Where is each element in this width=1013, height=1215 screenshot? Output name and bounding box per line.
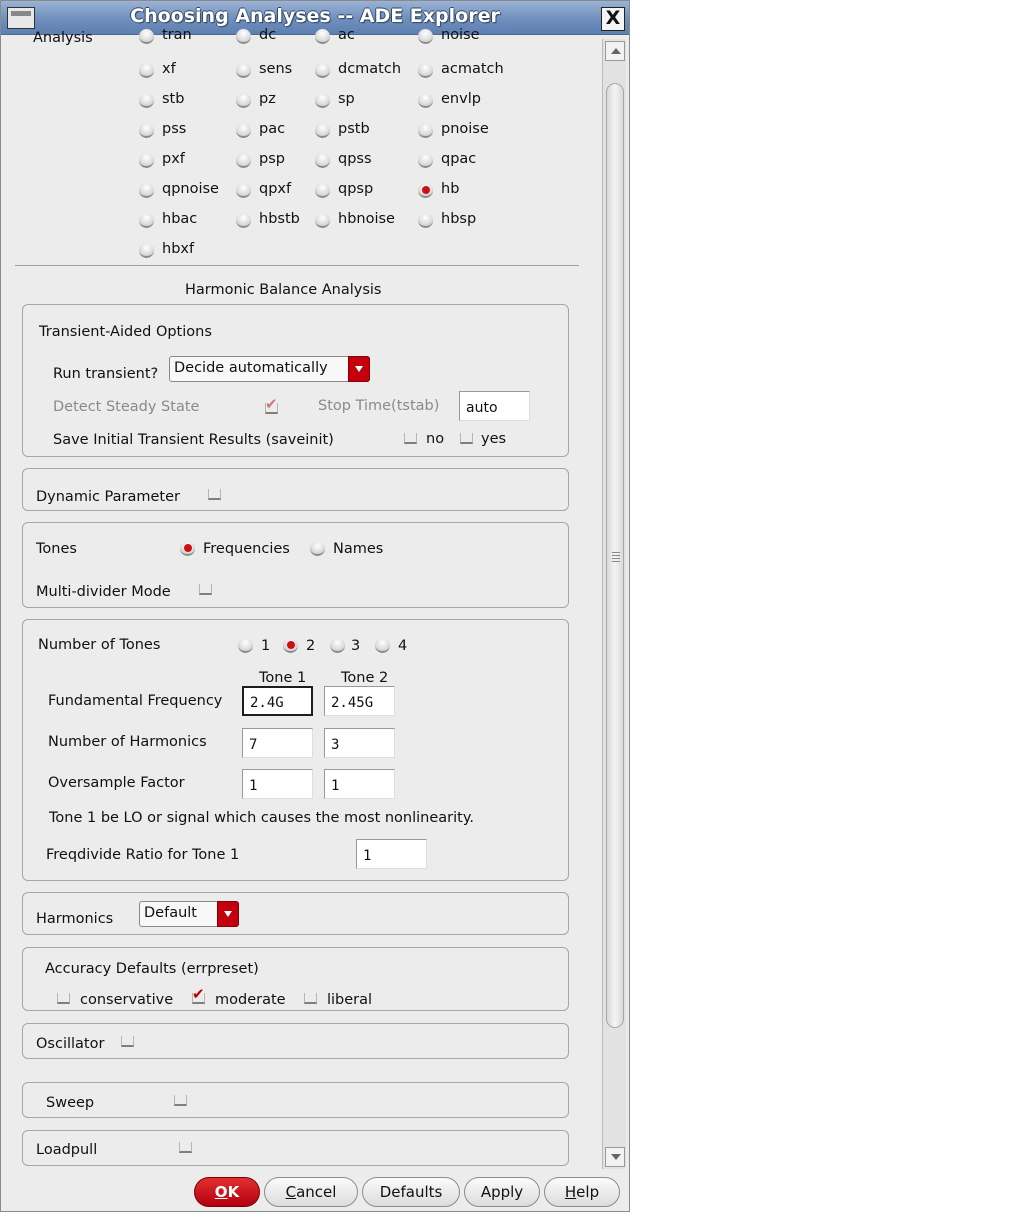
- chevron-down-icon: [348, 356, 370, 382]
- divider: [15, 265, 579, 266]
- analysis-pac-radio[interactable]: [236, 123, 251, 138]
- freqdivide-label: Freqdivide Ratio for Tone 1: [46, 847, 240, 863]
- fundamental-frequency-tone1[interactable]: 2.4G: [242, 686, 313, 716]
- sweep-checkbox[interactable]: [174, 1095, 187, 1106]
- run-transient-label: Run transient?: [53, 366, 159, 382]
- analysis-qpac-label: qpac: [441, 151, 477, 167]
- detect-steady-state-label: Detect Steady State: [53, 399, 200, 415]
- analysis-sens-label: sens: [259, 61, 293, 77]
- analysis-sp-label: sp: [338, 91, 355, 107]
- title-bar[interactable]: [1, 1, 629, 35]
- conservative-checkbox[interactable]: [57, 993, 70, 1004]
- fundamental-frequency-label: Fundamental Frequency: [48, 693, 223, 709]
- scroll-thumb[interactable]: [606, 83, 624, 1028]
- save-yes-checkbox[interactable]: [460, 433, 473, 444]
- oversample-factor-label: Oversample Factor: [48, 775, 185, 791]
- chevron-down-icon: [217, 901, 239, 927]
- analysis-dcmatch-label: dcmatch: [338, 61, 402, 77]
- sweep-label: Sweep: [46, 1095, 95, 1111]
- analysis-hbstb-radio[interactable]: [236, 213, 251, 228]
- number-of-harmonics-tone2[interactable]: 3: [324, 728, 395, 758]
- loadpull-checkbox[interactable]: [179, 1142, 192, 1153]
- save-yes-label: yes: [481, 431, 507, 447]
- analysis-hb-label: hb: [441, 181, 460, 197]
- run-transient-combo[interactable]: [169, 356, 370, 382]
- analysis-qpxf-radio[interactable]: [236, 183, 251, 198]
- analysis-hbac-label: hbac: [162, 211, 198, 227]
- names-label: Names: [333, 541, 384, 557]
- analysis-label: Analysis: [33, 30, 93, 46]
- moderate-label: moderate: [215, 992, 286, 1008]
- moderate-checkbox[interactable]: [192, 993, 205, 1004]
- oversample-factor-tone2[interactable]: 1: [324, 769, 395, 799]
- conservative-label: conservative: [80, 992, 174, 1008]
- tone2-header: Tone 2: [341, 670, 389, 686]
- tones-2-label: 2: [306, 638, 316, 654]
- accuracy-title: Accuracy Defaults (errpreset): [45, 961, 259, 977]
- analysis-pac-label: pac: [259, 121, 286, 137]
- tones-3-label: 3: [351, 638, 361, 654]
- close-icon[interactable]: X: [601, 7, 625, 31]
- button-bar: [1, 1173, 629, 1211]
- analysis-pz-radio[interactable]: [236, 93, 251, 108]
- analysis-pxf-radio[interactable]: [139, 153, 154, 168]
- section-title: Harmonic Balance Analysis: [185, 282, 382, 298]
- analysis-sens-radio[interactable]: [236, 63, 251, 78]
- multidivider-checkbox[interactable]: [199, 584, 212, 595]
- analysis-qpsp-label: qpsp: [338, 181, 374, 197]
- analysis-hbstb-label: hbstb: [259, 211, 300, 227]
- analysis-dcmatch-radio[interactable]: [315, 63, 330, 78]
- frequencies-radio[interactable]: [180, 541, 195, 556]
- harmonics-label: Harmonics: [36, 911, 114, 927]
- fundamental-frequency-tone2[interactable]: 2.45G: [324, 686, 395, 716]
- analysis-hbac-radio[interactable]: [139, 213, 154, 228]
- analysis-envlp-radio[interactable]: [418, 93, 433, 108]
- analysis-xf-label: xf: [162, 61, 176, 77]
- analysis-pss-radio[interactable]: [139, 123, 154, 138]
- analysis-hbsp-label: hbsp: [441, 211, 477, 227]
- cancel-button[interactable]: Cancel: [264, 1177, 358, 1207]
- analysis-hb-radio[interactable]: [418, 183, 433, 198]
- scroll-up-icon[interactable]: [605, 41, 625, 61]
- loadpull-group: [22, 1130, 569, 1166]
- analysis-xf-radio[interactable]: [139, 63, 154, 78]
- oscillator-group: [22, 1023, 569, 1059]
- analysis-ac-radio[interactable]: [315, 29, 330, 44]
- analysis-psp-label: psp: [259, 151, 285, 167]
- analysis-envlp-label: envlp: [441, 91, 481, 107]
- harmonics-group: [22, 892, 569, 935]
- save-no-label: no: [426, 431, 445, 447]
- analysis-qpxf-label: qpxf: [259, 181, 292, 197]
- analysis-hbxf-label: hbxf: [162, 241, 195, 257]
- apply-button[interactable]: Apply: [464, 1177, 540, 1207]
- analysis-ac-label: ac: [338, 27, 355, 43]
- tones-3-radio[interactable]: [330, 638, 345, 653]
- analysis-dc-label: dc: [259, 27, 277, 43]
- number-of-harmonics-tone1[interactable]: 7: [242, 728, 313, 758]
- save-initial-label: Save Initial Transient Results (saveinit): [53, 432, 334, 448]
- scroll-content: [13, 27, 601, 1168]
- tones-4-label: 4: [398, 638, 408, 654]
- analysis-dc-radio[interactable]: [236, 29, 251, 44]
- vertical-scrollbar[interactable]: [602, 39, 626, 1169]
- analysis-qpsp-radio[interactable]: [315, 183, 330, 198]
- run-transient-value: Decide automatically: [174, 360, 328, 376]
- oversample-factor-tone1[interactable]: 1: [242, 769, 313, 799]
- tones-label: Tones: [36, 541, 77, 557]
- analysis-tran-label: tran: [162, 27, 192, 43]
- grip-icon: [612, 552, 620, 563]
- analysis-psp-radio[interactable]: [236, 153, 251, 168]
- analysis-acmatch-radio[interactable]: [418, 63, 433, 78]
- analysis-stb-label: stb: [162, 91, 185, 107]
- help-button[interactable]: Help: [544, 1177, 620, 1207]
- analysis-hbnoise-radio[interactable]: [315, 213, 330, 228]
- defaults-button[interactable]: Defaults: [362, 1177, 460, 1207]
- tones-group: [22, 522, 569, 608]
- transient-aided-group: [22, 304, 569, 457]
- freqdivide-field[interactable]: 1: [356, 839, 427, 869]
- liberal-label: liberal: [327, 992, 373, 1008]
- analysis-pnoise-label: pnoise: [441, 121, 489, 137]
- frequencies-label: Frequencies: [203, 541, 290, 557]
- analysis-pstb-label: pstb: [338, 121, 370, 137]
- scroll-down-icon[interactable]: [605, 1147, 625, 1167]
- ok-button[interactable]: OK: [194, 1177, 260, 1207]
- analysis-pz-label: pz: [259, 91, 276, 107]
- number-of-tones-group: [22, 619, 569, 881]
- dynamic-parameter-checkbox[interactable]: [208, 489, 221, 500]
- analysis-qpss-label: qpss: [338, 151, 372, 167]
- number-of-harmonics-label: Number of Harmonics: [48, 734, 207, 750]
- analysis-hbsp-radio[interactable]: [418, 213, 433, 228]
- harmonics-value: Default: [144, 905, 197, 921]
- save-no-checkbox[interactable]: [404, 433, 417, 444]
- dynamic-parameter-group: [22, 468, 569, 511]
- analysis-pxf-label: pxf: [162, 151, 185, 167]
- tone-note: Tone 1 be LO or signal which causes the most nonlinearity.: [49, 810, 474, 826]
- analysis-acmatch-label: acmatch: [441, 61, 504, 77]
- analysis-qpnoise-label: qpnoise: [162, 181, 219, 197]
- window-title: Choosing Analyses -- ADE Explorer: [130, 5, 500, 27]
- oscillator-checkbox[interactable]: [121, 1036, 134, 1047]
- tones-1-label: 1: [261, 638, 271, 654]
- detect-steady-state-checkbox[interactable]: [265, 403, 278, 414]
- names-radio[interactable]: [310, 541, 325, 556]
- analysis-pss-label: pss: [162, 121, 187, 137]
- tones-2-radio[interactable]: [283, 638, 298, 653]
- accuracy-group: [22, 947, 569, 1011]
- analysis-sp-radio[interactable]: [315, 93, 330, 108]
- transient-aided-title: Transient-Aided Options: [39, 324, 212, 340]
- tones-1-radio[interactable]: [238, 638, 253, 653]
- analysis-tran-radio[interactable]: [139, 29, 154, 44]
- dynamic-parameter-label: Dynamic Parameter: [36, 489, 180, 505]
- analysis-hbxf-radio[interactable]: [139, 243, 154, 258]
- stop-time-field[interactable]: auto: [459, 391, 530, 421]
- harmonics-combo[interactable]: [139, 901, 239, 927]
- analysis-hbnoise-label: hbnoise: [338, 211, 395, 227]
- analysis-qpss-radio[interactable]: [315, 153, 330, 168]
- sweep-group: [22, 1082, 569, 1118]
- analysis-pnoise-radio[interactable]: [418, 123, 433, 138]
- analysis-qpac-radio[interactable]: [418, 153, 433, 168]
- loadpull-label: Loadpull: [36, 1142, 98, 1158]
- tone1-header: Tone 1: [259, 670, 307, 686]
- analysis-pstb-radio[interactable]: [315, 123, 330, 138]
- analysis-qpnoise-radio[interactable]: [139, 183, 154, 198]
- analysis-noise-radio[interactable]: [418, 29, 433, 44]
- multidivider-label: Multi-divider Mode: [36, 584, 171, 600]
- tones-4-radio[interactable]: [375, 638, 390, 653]
- analysis-noise-label: noise: [441, 27, 480, 43]
- stop-time-label: Stop Time(tstab): [318, 398, 440, 414]
- oscillator-label: Oscillator: [36, 1036, 105, 1052]
- number-of-tones-label: Number of Tones: [38, 637, 161, 653]
- liberal-checkbox[interactable]: [304, 993, 317, 1004]
- analysis-stb-radio[interactable]: [139, 93, 154, 108]
